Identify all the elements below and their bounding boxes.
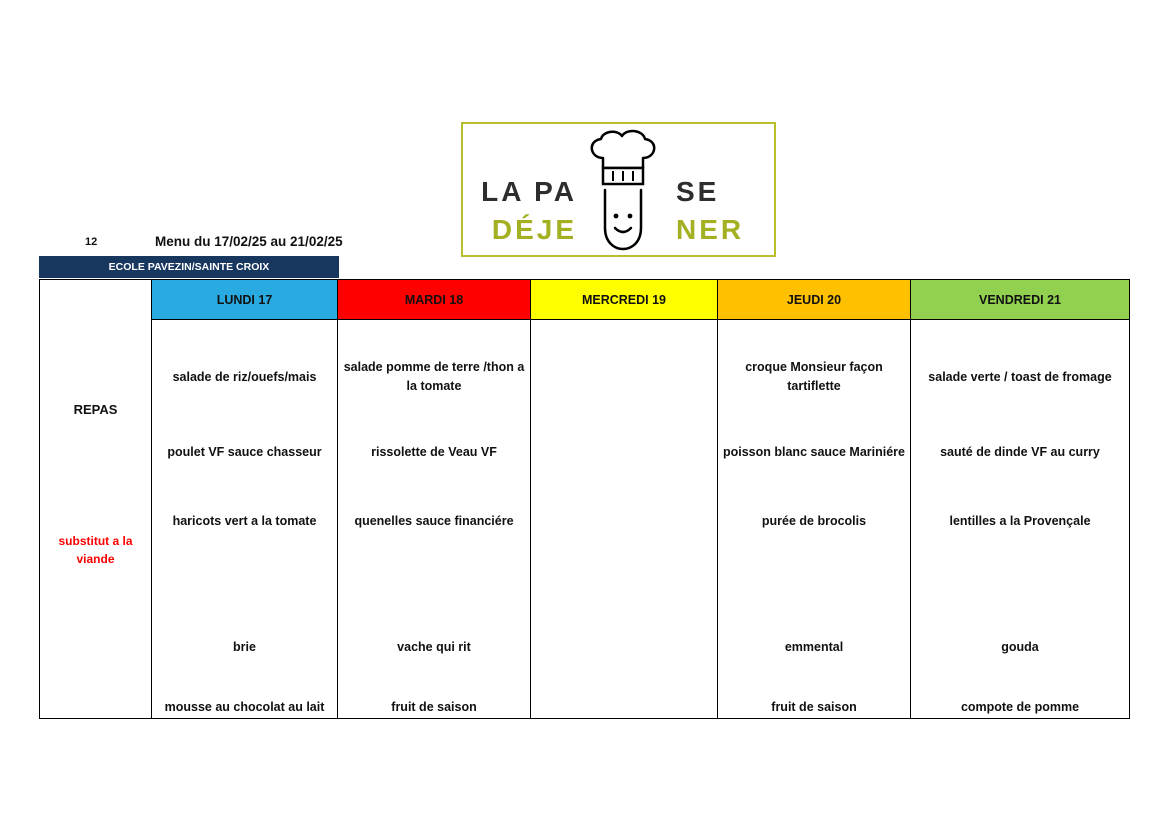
day-header-lundi: LUNDI 17 bbox=[152, 280, 337, 320]
menu-item-plat: sauté de dinde VF au curry bbox=[940, 444, 1100, 459]
menu-item-fromage: brie bbox=[233, 639, 256, 654]
menu-title: Menu du 17/02/25 au 21/02/25 bbox=[155, 234, 343, 249]
day-column-mercredi bbox=[531, 279, 718, 719]
day-header-mardi: MARDI 18 bbox=[338, 280, 530, 320]
menu-item-accompagnement: purée de brocolis bbox=[761, 513, 867, 528]
day-body-vendredi bbox=[911, 320, 1129, 719]
menu-item-dessert: fruit de saison bbox=[771, 700, 857, 714]
logo-word2-right: NER bbox=[676, 214, 745, 245]
menu-item-accompagnement: haricots vert a la tomate bbox=[172, 513, 317, 528]
chef-hat-icon bbox=[575, 128, 671, 254]
menu-item-dessert: compote de pomme bbox=[960, 700, 1080, 714]
menu-item-dessert: mousse au chocolat au lait bbox=[164, 700, 325, 714]
day-body-mercredi bbox=[531, 320, 717, 719]
school-banner: ECOLE PAVEZIN/SAINTE CROIX bbox=[39, 256, 339, 278]
menu-item-entree: salade de riz/ouefs/mais bbox=[172, 369, 317, 384]
day-column-mardi bbox=[338, 279, 531, 719]
logo bbox=[461, 122, 776, 257]
day-body-mardi bbox=[338, 320, 530, 719]
menu-item-dessert bbox=[535, 680, 713, 735]
day-body-jeudi bbox=[718, 320, 910, 719]
menu-item-fromage bbox=[535, 618, 713, 676]
menu-item-plat: poisson blanc sauce Mariniére bbox=[722, 444, 905, 459]
logo-word2-left: DÉJE bbox=[491, 214, 577, 245]
menu-item-accompagnement: quenelles sauce financiére bbox=[354, 513, 514, 528]
logo-word1-left: LA PA bbox=[481, 176, 577, 207]
menu-item-fromage: emmental bbox=[784, 639, 844, 654]
menu-item-entree: salade pomme de terre /thon a la tomate bbox=[343, 360, 525, 393]
day-body-lundi bbox=[152, 320, 337, 719]
menu-item-entree bbox=[535, 331, 713, 423]
menu-item-plat: rissolette de Veau VF bbox=[371, 444, 497, 459]
menu-item-fromage: vache qui rit bbox=[397, 639, 471, 654]
menu-item-fromage: gouda bbox=[1001, 639, 1039, 654]
day-header-vendredi: VENDREDI 21 bbox=[911, 280, 1129, 320]
menu-item-plat bbox=[535, 423, 713, 481]
day-column-vendredi bbox=[911, 279, 1130, 719]
menu-item-accompagnement bbox=[535, 481, 713, 561]
logo-word1-right: SE bbox=[676, 176, 720, 207]
substitut-label: substitut a la viande bbox=[58, 534, 133, 566]
day-column-lundi bbox=[152, 279, 338, 719]
menu-item-plat: poulet VF sauce chasseur bbox=[167, 444, 322, 459]
day-header-mercredi: MERCREDI 19 bbox=[531, 280, 717, 320]
menu-item-entree: salade verte / toast de fromage bbox=[928, 369, 1112, 384]
menu-item-accompagnement: lentilles a la Provençale bbox=[949, 513, 1091, 528]
day-column-jeudi bbox=[718, 279, 911, 719]
menu-item-entree: croque Monsieur façon tartiflette bbox=[745, 360, 883, 393]
page-number: 12 bbox=[85, 236, 98, 248]
repas-label: REPAS bbox=[73, 402, 118, 417]
menu-item-dessert: fruit de saison bbox=[391, 700, 477, 714]
day-header-jeudi: JEUDI 20 bbox=[718, 280, 910, 320]
row-label-column bbox=[39, 279, 152, 719]
menu-table bbox=[39, 279, 1130, 719]
